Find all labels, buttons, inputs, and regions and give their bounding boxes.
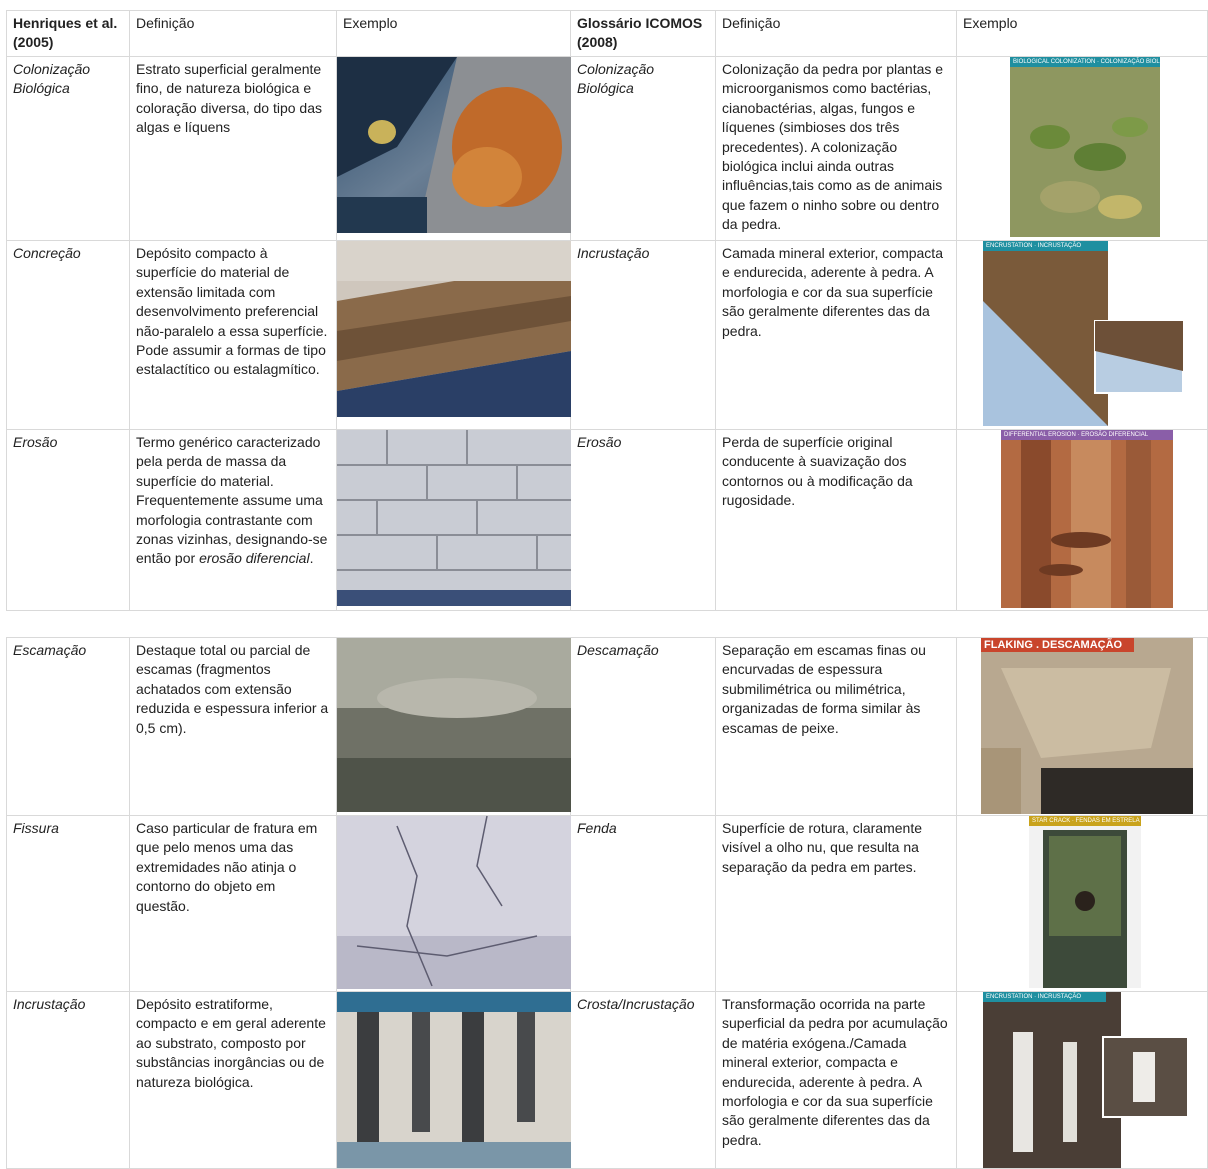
flaking-photo [981,638,1193,814]
example-photo-cell [337,638,571,816]
definition-henriques: Depósito compacto à superfície do material de extensão limitada com desenvolvimento preferencial não-paralelo a essa superfície. Pode assumir a formas de tipo estalactítico ou estalagmítico. [130,241,337,430]
header-example-b: Exemplo [957,11,1208,57]
definition-henriques: Destaque total ou parcial de escamas (fragmentos achatados com extensão reduzida e espessura inferior a 0,5 cm). [130,638,337,816]
header-definition-a: Definição [130,11,337,57]
example-photo-cell [337,57,571,241]
term-icomos: Erosão [571,430,716,611]
photo-caption: STAR CRACK · FENDAS EM ESTRELA [1029,816,1141,826]
differential-erosion-photo [1001,430,1173,608]
definition-icomos: Separação em escamas finas ou encurvadas de espessura submilimétrica ou milimétrica, organizadas de forma similar às escamas de peixe. [716,638,957,816]
example-photo-cell [337,992,571,1169]
example-photo-cell [957,241,1208,430]
example-photo-cell [337,241,571,430]
table-row [7,638,1208,816]
header-henriques: Henriques et al. (2005) [7,11,130,57]
definition-icomos: Superfície de rotura, claramente visível a olho nu, que resulta na separação da pedra em partes. [716,816,957,992]
definition-icomos: Transformação ocorrida na parte superficial da pedra por acumulação de matéria exógena./Camada mineral exterior, compacta e endurecida, aderente à pedra. A morfologia e cor da sua superfície são geralmente diferentes das da pedra. [716,992,957,1169]
comparison-table-part-2 [6,637,1208,1169]
photo-caption: DIFFERENTIAL EROSION · EROSÃO DIFERENCIAL [1001,430,1173,440]
term-henriques: Colonização Biológica [7,57,130,241]
example-photo-cell [957,57,1208,241]
encrustation-wall-photo [983,992,1188,1168]
definition-icomos: Perda de superfície original conducente à suavização dos contornos ou à modificação da rugosidade. [716,430,957,611]
term-icomos: Descamação [571,638,716,816]
term-henriques: Erosão [7,430,130,611]
definition-icomos: Camada mineral exterior, compacta e endurecida, aderente à pedra. A morfologia e cor da sua superfície são geralmente diferentes das da pedra. [716,241,957,430]
definition-henriques: Caso particular de fratura em que pelo menos uma das extremidades não atinja o contorno do objeto em questão. [130,816,337,992]
example-photo-cell [957,992,1208,1169]
scaling-photo [337,638,571,812]
header-definition-b: Definição [716,11,957,57]
erosion-photo [337,430,571,606]
table-row [7,241,1208,430]
term-icomos: Crosta/Incrustação [571,992,716,1169]
term-icomos: Fenda [571,816,716,992]
fissure-photo [337,816,571,989]
concretion-photo [337,241,571,417]
photo-caption: FLAKING . DESCAMAÇÃO [981,638,1134,652]
comparison-table-part-1 [6,10,1208,611]
table-row [7,992,1208,1169]
term-henriques: Fissura [7,816,130,992]
header-example-a: Exemplo [337,11,571,57]
photo-caption: ENCRUSTATION · INCRUSTAÇÃO [983,241,1108,251]
example-photo-cell [957,638,1208,816]
header-icomos: Glossário ICOMOS (2008) [571,11,716,57]
photo-caption: ENCRUSTATION · INCRUSTAÇÃO [983,992,1106,1002]
example-photo-cell [337,430,571,611]
definition-henriques: Depósito estratiforme, compacto e em geral aderente ao substrato, composto por substâncias inorgâncias ou de natureza biológica. [130,992,337,1169]
definition-icomos: Colonização da pedra por plantas e microorganismos como bactérias, cianobactérias, algas, fungos e líquenes (simbioses dos três precedentes). A colonização biológica inclui ainda outras influências,tais como as de animais que fazem o ninho sobre ou dentro da pedra. [716,57,957,241]
definition-henriques: Estrato superficial geralmente fino, de natureza biológica e coloração diversa, do tipo das algas e líquens [130,57,337,241]
example-photo-cell [957,816,1208,992]
photo-caption: BIOLOGICAL COLONIZATION · COLONIZAÇÃO BIOLÓGICA [1010,57,1160,67]
encrustation-photo [983,241,1193,426]
term-icomos: Colonização Biológica [571,57,716,241]
table-header-row [7,11,1208,57]
term-henriques: Escamação [7,638,130,816]
moss-photo [1010,57,1160,237]
table-row [7,816,1208,992]
definition-henriques: Termo genérico caracterizado pela perda de massa da superfície do material. Frequentemente assume uma morfologia contrastante com zonas vizinhas, designando-se então por erosão diferencial. [130,430,337,611]
table-row [7,430,1208,611]
star-crack-photo [1029,816,1141,988]
example-photo-cell [957,430,1208,611]
term-henriques: Concreção [7,241,130,430]
table-row [7,57,1208,241]
term-icomos: Incrustação [571,241,716,430]
lichen-photo [337,57,571,233]
example-photo-cell [337,816,571,992]
term-henriques: Incrustação [7,992,130,1169]
crust-photo [337,992,571,1168]
